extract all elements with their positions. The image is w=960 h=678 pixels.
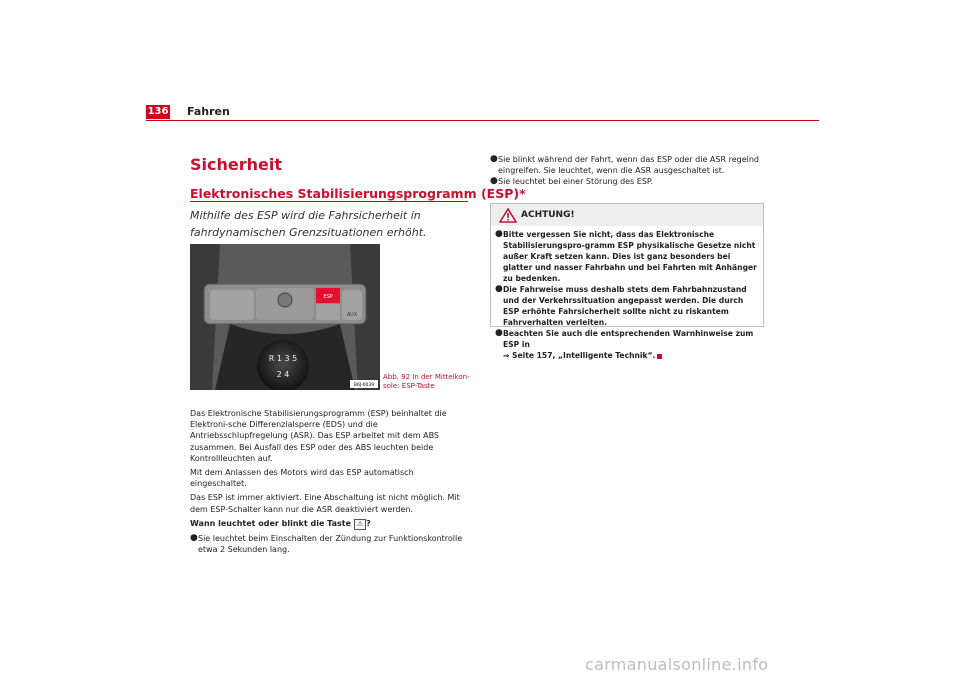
warning-item xyxy=(495,328,761,361)
gear-pattern-top: R 1 3 5 xyxy=(268,354,298,363)
paragraph-3: Das ESP ist immer aktiviert. Eine Abschaltung ist nicht möglich. Mit dem ESP-Schalter kann nur die ASR deaktiviert werden. xyxy=(190,493,460,514)
bullet-icon: ● xyxy=(190,532,198,543)
warning-text: Die Fahrweise muss deshalb stets dem Fahrbahnzustand und der Verkehrssituation angepasst werden. Die durch ESP erhöhte Fahrsicherheit sollte nicht zu riskantem Fahrverhalten verleiten. xyxy=(503,285,747,327)
gear-pattern-bottom: 2 4 xyxy=(276,370,290,379)
page-number: 136 xyxy=(147,106,169,117)
warning-box xyxy=(490,203,764,360)
section-title: Sicherheit xyxy=(190,155,282,174)
subheading-text: Wann leuchtet oder blinkt die Taste xyxy=(190,518,352,528)
figure-caption: Abb. 92 In der Mittelkon-sole: ESP-Taste xyxy=(383,373,470,390)
subsection-rule xyxy=(190,201,468,202)
bullet-text: Sie leuchtet beim Einschalten der Zündung zur Funktionskontrolle etwa 2 Sekunden lang. xyxy=(198,533,463,555)
subsection-title: Elektronisches Stabilisierungsprogramm (ESP)* xyxy=(190,186,526,201)
paragraph-2: Mit dem Anlassen des Motors wird das ESP automatisch eingeschaltet. xyxy=(190,468,414,489)
warning-title: ACHTUNG! xyxy=(521,210,575,220)
bullet-icon: ● xyxy=(490,176,498,187)
warning-header xyxy=(491,204,763,226)
console-figure xyxy=(190,244,380,390)
list-item xyxy=(490,176,765,187)
warning-triangle-icon xyxy=(499,208,517,223)
question-subheading xyxy=(190,518,472,530)
header-rule xyxy=(146,120,819,121)
intro-text: Mithilfe des ESP wird die Fahrsicherheit in fahrdynamischen Grenzsituationen erhöht. xyxy=(190,209,427,239)
figure-code: B6J-0039 xyxy=(353,383,375,388)
running-header: Fahren xyxy=(187,105,230,118)
warning-item xyxy=(495,229,761,284)
warning-body xyxy=(495,229,761,361)
bullet-text: Sie blinkt während der Fahrt, wenn das ESP oder die ASR regelnd eingreifen. Sie leuchtet, wenn die ASR ausgeschaltet ist. xyxy=(498,155,759,176)
bullet-text: Sie leuchtet bei einer Störung des ESP. xyxy=(498,177,654,187)
esp-key-icon: ⚠ xyxy=(354,519,366,530)
left-column-body xyxy=(190,408,472,555)
watermark: carmanualsonline.info xyxy=(585,655,769,674)
warning-item xyxy=(495,284,761,328)
end-marker-icon xyxy=(657,354,662,359)
console-illustration xyxy=(190,244,380,390)
right-column-body xyxy=(490,154,765,188)
list-item xyxy=(190,533,472,555)
bullet-icon: ● xyxy=(490,154,498,164)
paragraph-1: Das Elektronische Stabilisierungsprogramm (ESP) beinhaltet die Elektroni-sche Differenzialsperre (EDS) und die Antriebsschlupfregelung (ASR). Das ESP arbeitet mit dem ABS zusammen. Bei Ausfall des ESP oder des ABS leuchten beide Kontrollleuchten auf. xyxy=(190,409,447,463)
page-reference-link[interactable]: ⇒ Seite 157, „Intelligente Technik“. xyxy=(503,351,656,360)
warning-text: Beachten Sie auch die entsprechenden Warnhinweise zum ESP in xyxy=(503,329,754,349)
list-item xyxy=(490,154,765,176)
bullet-icon: ● xyxy=(495,284,503,294)
bullet-icon: ● xyxy=(495,328,503,338)
bullet-icon: ● xyxy=(495,229,503,239)
aux-label: AUX xyxy=(346,312,358,318)
subheading-end: ? xyxy=(366,518,371,528)
warning-text: Bitte vergessen Sie nicht, dass das Elektronische Stabilisierungspro-gramm ESP physikalische Gesetze nicht außer Kraft setzen kann. Dies ist ganz besonders bei glatter und nasser Fahrbahn und bei Fahrten mit Anhänger zu bedenken. xyxy=(503,230,757,283)
esp-button-label: ESP xyxy=(323,294,333,300)
